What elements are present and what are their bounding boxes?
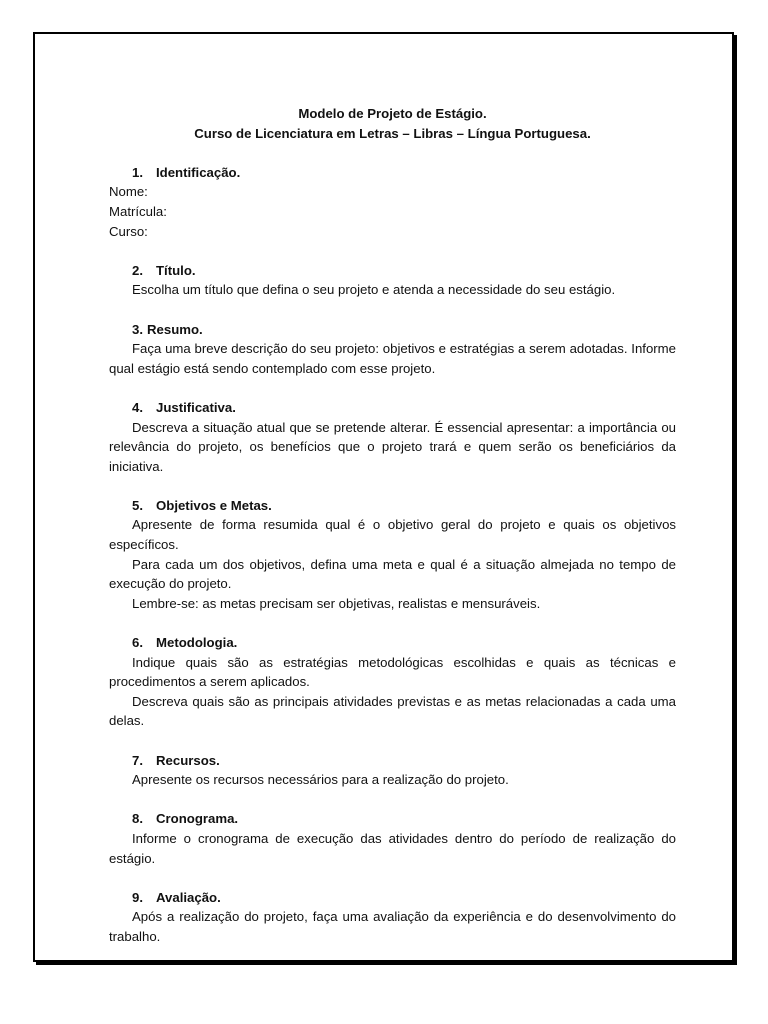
field-nome: Nome: (109, 184, 148, 200)
section-resumo (109, 320, 676, 379)
section-number: 4. (132, 399, 143, 415)
section-title: Metodologia. (156, 635, 238, 651)
document-subtitle: Curso de Licenciatura em Letras – Libras – Língua Portuguesa. (194, 125, 591, 141)
section-titulo (109, 261, 676, 300)
section-heading (109, 398, 676, 418)
section-heading (109, 496, 676, 516)
section-number: 7. (132, 752, 143, 768)
section-paragraph: Apresente os recursos necessários para a realização do projeto. (132, 772, 509, 788)
section-recursos (109, 751, 676, 790)
section-number: 8. (132, 811, 143, 827)
field-curso: Curso: (109, 223, 148, 239)
section-paragraph: Escolha um título que defina o seu projeto e atenda a necessidade do seu estágio. (132, 282, 616, 298)
section-paragraph: Faça uma breve descrição do seu projeto: objetivos e estratégias a serem adotadas. Informe qual estágio está sendo contemplado com esse projeto. (109, 341, 676, 376)
section-title: Avaliação. (156, 889, 221, 905)
document-title: Modelo de Projeto de Estágio. (298, 106, 487, 121)
section-heading (109, 320, 676, 340)
section-paragraph: Após a realização do projeto, faça uma avaliação da experiência e do desenvolvimento do trabalho. (109, 909, 676, 944)
section-heading (109, 809, 676, 829)
section-heading (109, 163, 676, 183)
section-title: Título. (156, 262, 196, 278)
section-avaliacao (109, 888, 676, 947)
section-paragraph: Para cada um dos objetivos, defina uma meta e qual é a situação almejada no tempo de execução do projeto. (109, 556, 676, 592)
section-justificativa (109, 398, 676, 476)
section-number: 9. (132, 889, 143, 905)
section-paragraph: Informe o cronograma de execução das atividades dentro do período de realização do estágio. (109, 830, 676, 866)
section-paragraph: Apresente de forma resumida qual é o objetivo geral do projeto e quais os objetivos específicos. (109, 517, 676, 553)
section-paragraph: Lembre-se: as metas precisam ser objetivas, realistas e mensuráveis. (132, 595, 541, 611)
section-paragraph: Descreva a situação atual que se pretende alterar. É essencial apresentar: a importância ou relevância do projeto, os benefícios que o projeto trará e quem serão os beneficiários da iniciativa. (109, 419, 676, 474)
section-title: Identificação. (156, 164, 241, 180)
section-heading (109, 633, 676, 653)
section-paragraph: Descreva quais são as principais atividades previstas e as metas relacionadas a cada uma delas. (109, 693, 676, 729)
section-number: 6. (132, 635, 143, 651)
section-title: Justificativa. (156, 399, 236, 415)
section-identificacao (109, 163, 676, 241)
section-paragraph: Indique quais são as estratégias metodológicas escolhidas e quais as técnicas e procedimentos a serem aplicados. (109, 654, 676, 690)
section-objetivos-metas (109, 496, 676, 614)
section-number: 5. (132, 497, 143, 513)
section-heading (109, 261, 676, 281)
section-title: Objetivos e Metas. (156, 497, 272, 513)
section-number: 1. (132, 164, 143, 180)
section-metodologia (109, 633, 676, 731)
section-heading (109, 751, 676, 771)
section-title: Recursos. (156, 752, 220, 768)
section-heading (109, 888, 676, 908)
section-number: 2. (132, 262, 143, 278)
section-number: 3. (132, 321, 143, 337)
field-matricula: Matrícula: (109, 203, 167, 219)
document-body (109, 104, 676, 947)
section-title: Cronograma. (156, 811, 239, 827)
section-title: Resumo. (147, 321, 203, 337)
section-cronograma (109, 809, 676, 868)
